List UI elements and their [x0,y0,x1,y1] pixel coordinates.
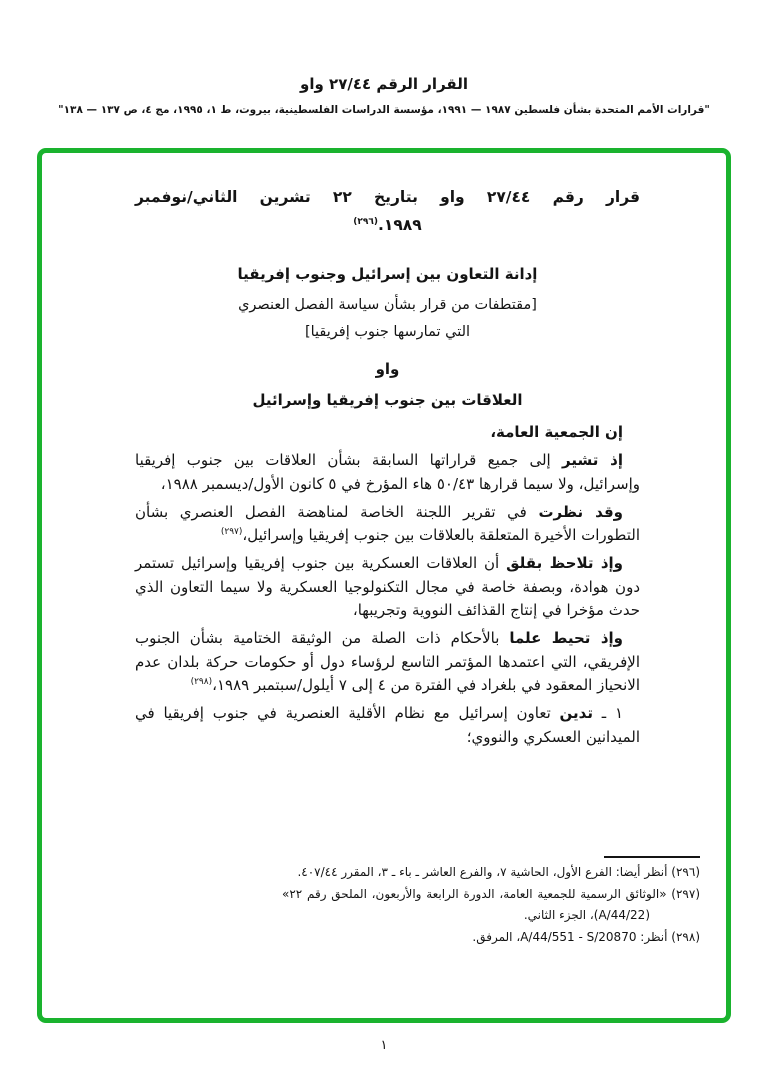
body-paragraph [135,421,640,445]
paragraph-lead-words: إن الجمعية العامة، [490,423,623,441]
body-paragraph: إذ تشير إلى جميع قراراتها السابقة بشأن العلاقات بين جنوب إفريقيا وإسرائيل، ولا سيما قرارها ٥٠/٤٣ هاء المؤرخ في ٥ كانون الأول/ديسمبر ١٩٨٨، [135,451,640,493]
section-title: العلاقات بين جنوب إفريقيا وإسرائيل [252,391,523,409]
body-paragraph: ١ ـ تدين تعاون إسرائيل مع نظام الأقلية العنصرية في جنوب إفريقيا في الميدانين العسكري والنووي؛ [135,704,640,746]
page-number: ١ [380,1038,388,1053]
section-letter: واو [375,360,400,378]
footnote: (٢٩٨) أنظر: A/44/551 - S/20870، المرفق. [472,929,700,944]
footnote-separator [604,856,700,858]
paragraph-lead-words: وإذ تلاحظ بقلق [506,554,623,572]
body-paragraph: وإذ تلاحظ بقلق أن العلاقات العسكرية بين جنوب إفريقيا وإسرائيل تستمر دون هوادة، وبصفة خاصة في مجال التكنولوجيا العسكرية ولا سيما التعاون الذي حدث مؤخرا في إنتاج القذائف النووية وتجريبها، [135,554,640,619]
footnotes [282,862,700,948]
body-paragraph: وقد نظرت في تقرير اللجنة الخاصة لمناهضة الفصل العنصري بشأن التطورات الأخيرة المتعلقة بالعلاقات بين جنوب إفريقيا وإسرائيل،$^{(٢٩٧)}$ [135,502,640,544]
page-header-title: القرار الرقم ٢٧/٤٤ واو [300,75,468,93]
document-frame [37,148,731,1023]
body-paragraph: وإذ تحيط علما بالأحكام ذات الصلة من الوثيقة الختامية بشأن الجنوب الإفريقي، التي اعتمدها المؤتمر التاسع لرؤساء دول أو حكومات حركة بلدان عدم الانحياز المعقود في بلغراد في الفترة من ٤ إلى ٧ أيلول/سبتمبر ١٩٨٩،$^{(٢٩٨)}$ [135,629,640,694]
paragraph-lead-words: إذ تشير [562,451,623,469]
footnote-ref: (٢٩٨) [190,677,213,687]
footnote: (٢٩٧) «الوثائق الرسمية للجمعية العامة، الدورة الرابعة والأربعون، الملحق رقم ٢٢» (A/44/22)، الجزء الثاني. [282,886,700,922]
body-paragraphs [135,421,640,749]
resolution-title-line1: قرار رقم ٢٧/٤٤ واو بتاريخ ٢٢ تشرين الثاني/نوفمبر [135,188,641,206]
footnote-ref: (٢٩٧) [220,527,243,537]
bracketed-subtitle [135,292,640,346]
bracketed-subtitle-line2: التي تمارسها جنوب إفريقيا] [304,324,471,340]
footnote-ref-296: (٢٩٦) [353,216,378,227]
paragraph-lead-words: وإذ تحيط علما [509,629,623,647]
resolution-title [135,183,640,239]
resolution-subject-heading: إدانة التعاون بين إسرائيل وجنوب إفريقيا [237,265,538,283]
paragraph-lead-words: وقد نظرت [538,502,623,521]
source-citation: "قرارات الأمم المتحدة بشأن فلسطين ١٩٨٧ — ١٩٩١، مؤسسة الدراسات الفلسطينية، بيروت، ط ١، ١٩٩٥، مج ٤، ص ١٣٧ — ١٣٨" [58,104,710,116]
footnote: (٢٩٦) أنظر أيضا: الفرع الأول، الحاشية ٧، والفرع العاشر ـ باء ـ ٣، المقرر ٤٠٧/٤٤. [297,865,700,879]
document-body [42,153,726,749]
resolution-title-line2 [135,211,640,239]
resolution-title-year: ١٩٨٩. [378,216,422,234]
bracketed-subtitle-line1: [مقتطفات من قرار بشأن سياسة الفصل العنصري [238,297,537,313]
paragraph-lead-words: تدين [559,704,593,722]
